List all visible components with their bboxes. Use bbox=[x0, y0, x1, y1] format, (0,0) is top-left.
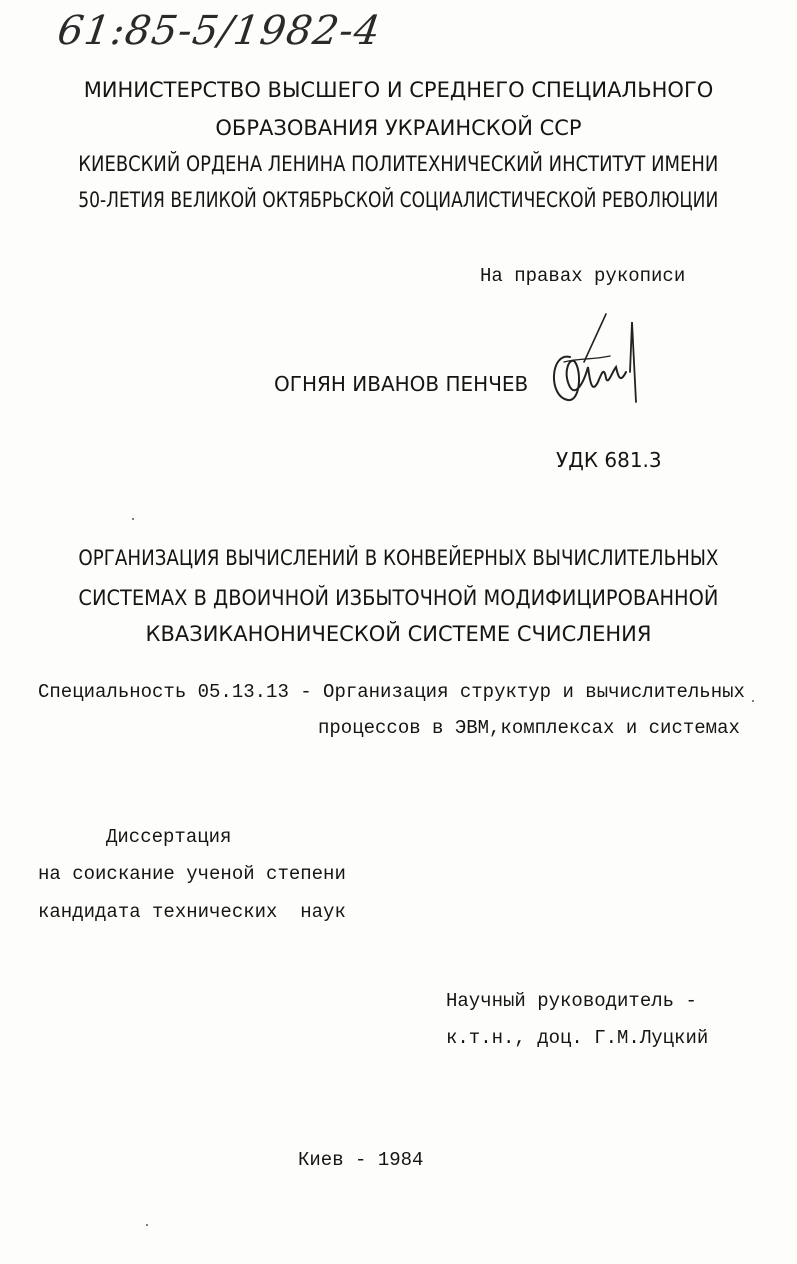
specialty-line-1: Специальность 05.13.13 - Организация структур и вычислительных bbox=[38, 681, 745, 703]
scan-speck bbox=[146, 1224, 148, 1226]
udc-code: УДК 681.3 bbox=[556, 448, 662, 472]
manuscript-rights: На правах рукописи bbox=[480, 265, 686, 287]
dissertation-label: Диссертация bbox=[106, 826, 232, 848]
archive-number-handwritten: 61:85-5/1982-4 bbox=[54, 8, 384, 54]
scan-speck bbox=[132, 518, 134, 520]
author-signature bbox=[540, 312, 652, 412]
title-line-2: СИСТЕМАХ В ДВОИЧНОЙ ИЗБЫТОЧНОЙ МОДИФИЦИРОВАННОЙ bbox=[78, 586, 719, 610]
author-name: ОГНЯН ИВАНОВ ПЕНЧЕВ bbox=[274, 372, 529, 396]
header-ministry: МИНИСТЕРСТВО ВЫСШЕГО И СРЕДНЕГО СПЕЦИАЛЬНОГО bbox=[83, 78, 714, 102]
title-line-1: ОРГАНИЗАЦИЯ ВЫЧИСЛЕНИЙ В КОНВЕЙЕРНЫХ ВЫЧИСЛИТЕЛЬНЫХ bbox=[78, 546, 719, 570]
title-line-3: КВАЗИКАНОНИЧЕСКОЙ СИСТЕМЕ СЧИСЛЕНИЯ bbox=[145, 622, 652, 646]
supervisor-label: Научный руководитель - bbox=[446, 990, 697, 1012]
header-revolution: 50-ЛЕТИЯ ВЕЛИКОЙ ОКТЯБРЬСКОЙ СОЦИАЛИСТИЧЕСКОЙ РЕВОЛЮЦИИ bbox=[78, 188, 719, 212]
supervisor-name: к.т.н., доц. Г.М.Луцкий bbox=[446, 1027, 709, 1049]
header-institute: КИЕВСКИЙ ОРДЕНА ЛЕНИНА ПОЛИТЕХНИЧЕСКИЙ ИНСТИТУТ ИМЕНИ bbox=[78, 152, 719, 176]
specialty-line-2: процессов в ЭВМ,комплексах и системах bbox=[318, 717, 740, 739]
dissertation-field-line: кандидата технических наук bbox=[38, 901, 346, 923]
header-education: ОБРАЗОВАНИЯ УКРАИНСКОЙ ССР bbox=[215, 116, 582, 140]
dissertation-degree-line: на соискание ученой степени bbox=[38, 863, 346, 885]
place-year: Киев - 1984 bbox=[298, 1149, 424, 1171]
scan-speck bbox=[752, 700, 754, 702]
